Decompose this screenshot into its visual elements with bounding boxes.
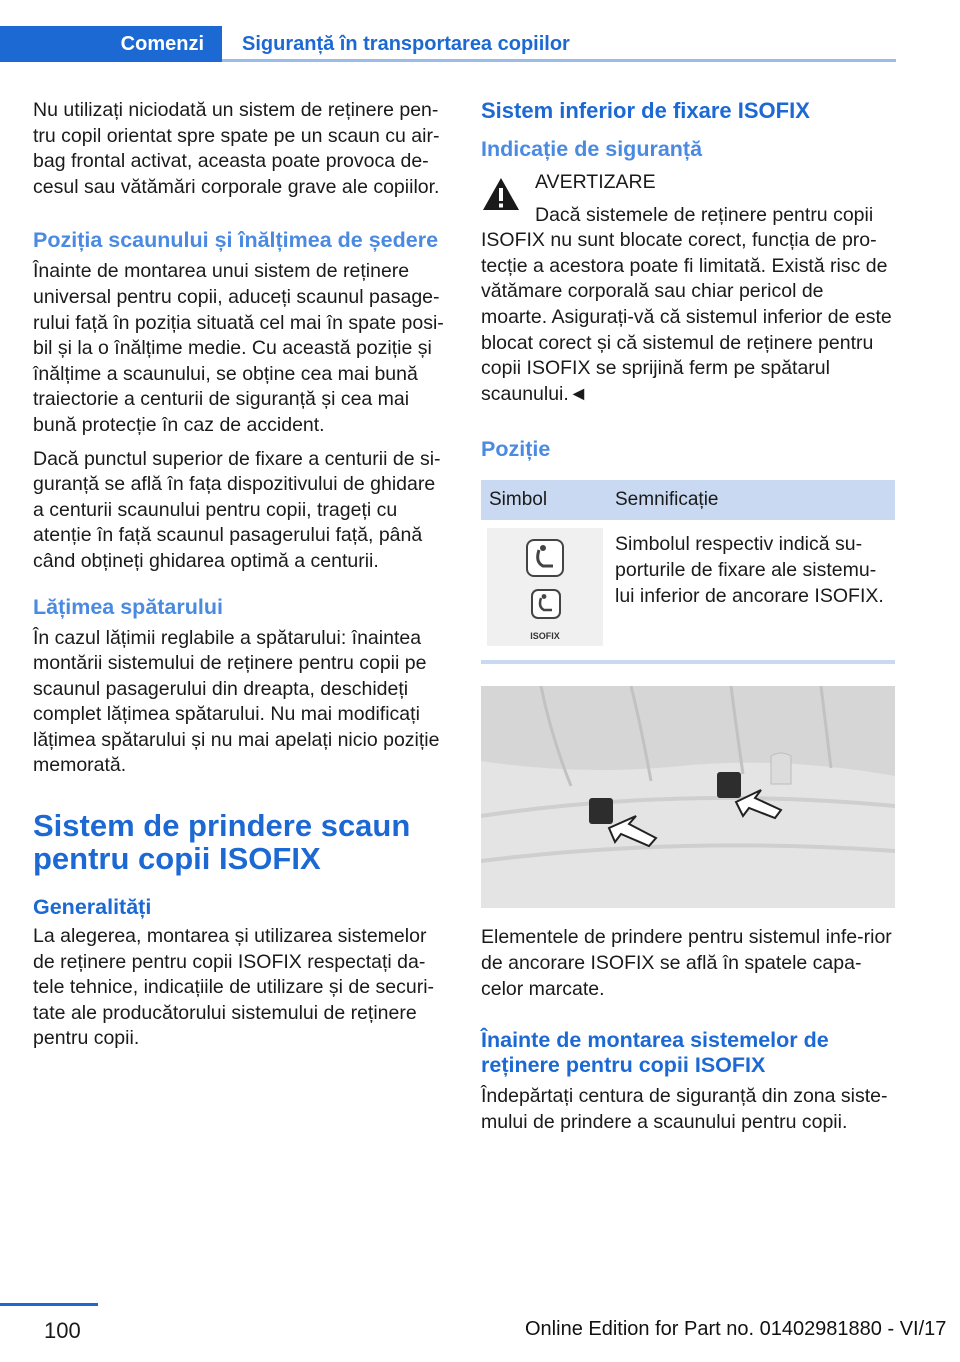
tab-comenzi[interactable]: Comenzi	[0, 26, 222, 62]
intro-paragraph: Nu utilizați niciodată un sistem de reținere pen-tru copil orientat spre spate pe un scaun cu air-bag frontal activat, aceasta poate provoca de-cesul sau vătămări corporale grave ale copiilor.	[33, 99, 440, 198]
edition-line: Online Edition for Part no. 01402981880 - VI/17	[525, 1318, 947, 1340]
meaning-cell: Simbolul respectiv indică su-porturile de fixare ale sistemu-lui inferior de ancorare ISOFIX.	[615, 533, 884, 607]
table-row	[481, 520, 895, 646]
symbol-cell	[481, 520, 607, 646]
warning-block	[481, 170, 895, 407]
seat-paragraph-2: Dacă punctul superior de fixare a centurii de si-guranță se află în fața dispozitivului de ghidare a centurii scaunului pentru copii, trageți cu atenție în față scaunul pasagerului față, până când obțineți ghidarea optimă a centurii.	[33, 447, 441, 572]
right-column	[481, 98, 895, 1143]
symbol-table	[481, 480, 895, 646]
tab-child-safety[interactable]: Siguranță în transportarea copiilor	[242, 32, 570, 55]
before-mounting-paragraph: Îndepărtați centura de siguranță din zona siste-mului de prindere a scaunului pentru copii.	[481, 1085, 888, 1133]
isofix-anchors-photo	[481, 686, 895, 908]
heading-lower-fixing: Sistem inferior de fixare ISOFIX	[481, 98, 810, 123]
isofix-symbol	[487, 528, 603, 646]
general-paragraph: La alegerea, montarea și utilizarea sistemelor de reținere pentru copii ISOFIX respectați da-tele tehnice, indicațiile de utilizare și de securi-tate ale producătorului sistemului de reținere pentru copii.	[33, 925, 435, 1050]
table-header-symbol: Simbol	[481, 480, 607, 520]
left-column	[33, 98, 451, 1060]
table-header-meaning: Semnificație	[607, 480, 895, 520]
warning-label: AVERTIZARE	[535, 171, 656, 193]
heading-isofix-system: Sistem de prindere scaun pentru copii ISOFIX	[33, 808, 411, 877]
warning-triangle-icon	[481, 176, 521, 212]
section-divider	[481, 660, 895, 664]
heading-general: Generalități	[33, 895, 152, 920]
backrest-paragraph: În cazul lățimii reglabile a spătarului: înaintea montării sistemului de reținere pentru copii pe scaunul pasagerului din dreapta, deschideți complet lățimea spătarului. Nu mai modificați lățimea spătarului și nu mai apelați nicio poziție memorată.	[33, 626, 440, 777]
heading-before-mounting: Înainte de montarea sistemelor de reținere pentru copii ISOFIX	[481, 1028, 829, 1078]
page-header	[0, 0, 960, 64]
isofix-label: ISOFIX	[530, 631, 560, 642]
page-number: 100	[44, 1318, 81, 1343]
photo-caption: Elementele de prindere pentru sistemul infe-rior de ancorare ISOFIX se află în spatele capa-celor marcate.	[481, 926, 892, 1000]
heading-seat-position: Poziția scaunului și înălțimea de ședere	[33, 228, 439, 253]
seat-paragraph-1: Înainte de montarea unui sistem de reținere universal pentru copii, aduceți scaunul pasage-rului față în poziția situată cel mai în spate posi-bil și la o înălțime medie. Cu această poziție și înălțime a scaunului, se obține cea mai bună traiectorie a centurii de siguranță și cea mai bună protecție în caz de accident.	[33, 260, 444, 436]
footer-rule	[0, 1303, 98, 1306]
header-rule	[222, 59, 896, 62]
warning-first-line: Dacă sistemele de reținere pentru copii	[535, 203, 874, 226]
heading-safety-note: Indicație de siguranță	[481, 137, 703, 161]
heading-position: Poziție	[481, 437, 551, 462]
heading-backrest-width: Lățimea spătarului	[33, 594, 223, 619]
warning-text: ISOFIX nu sunt blocate corect, funcția de pro-tecție a acestora poate fi limitată. Există risc de vătămare corporală sau chiar pericol de moarte. Asigurați-vă că sistemul inferior de este blocat corect și că sistemul de reținere pentru copii ISOFIX se sprijină ferm pe spătarul scaunului.◄	[481, 229, 892, 405]
